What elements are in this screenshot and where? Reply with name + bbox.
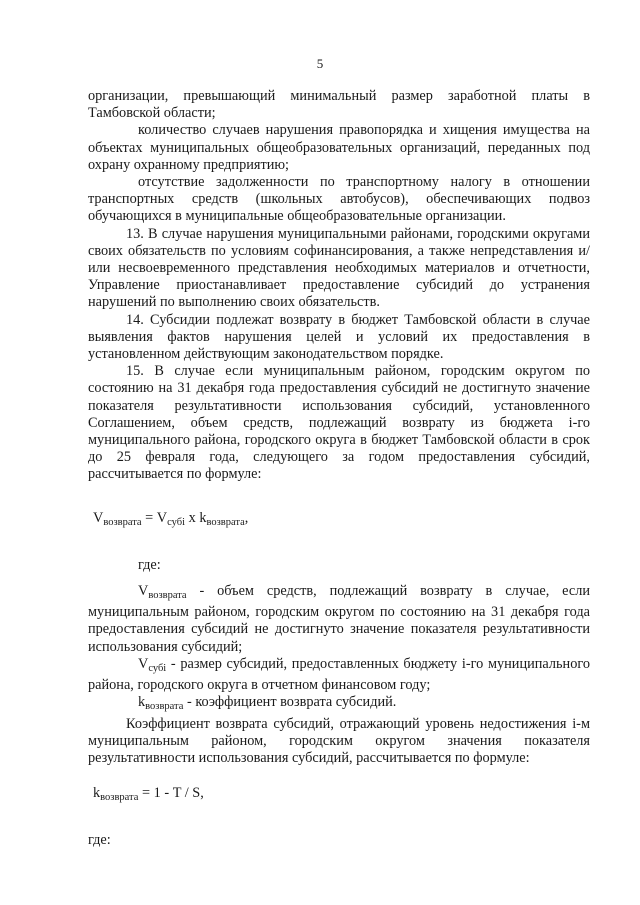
document-body: [88, 88, 590, 850]
definition-v: [88, 583, 590, 656]
def-k-text: - коэффициент возврата субсидий.: [183, 694, 397, 711]
definition-vsub: [88, 656, 590, 694]
def-v-symbol: V: [138, 583, 149, 600]
def-v-text: - объем средств, подлежащий возврату в случае, если муниципальным районом, городским округом по состоянию на 31 декабря года предоставления субсидий не достигнуто значение показателя результативности использования субсидий;: [88, 583, 590, 655]
def-vsub-subscript: субi: [148, 662, 167, 674]
paragraph-1: организации, превышающий минимальный размер заработной платы в Тамбовской области;: [88, 88, 590, 122]
definition-k: [88, 694, 590, 715]
def-v-subscript: возврата: [148, 590, 187, 602]
formula-v-subscript: возврата: [103, 516, 142, 528]
coefficient-paragraph: Коэффициент возврата субсидий, отражающий уровень недостижения i-м муниципальным районом, городским округом значения показателя результативности использования субсидий, рассчитывается по формуле:: [88, 715, 590, 766]
paragraph-13: 13. В случае нарушения муниципальными районами, городскими округами своих обязательств по условиям софинансирования, а также непредставления и/или несвоевременного представления необходимых материалов и отчетности, Управление приостанавливает предоставление субсидий до устранения нарушений по выполнению своих обязательств.: [88, 225, 590, 311]
page-number: 5: [316, 56, 324, 71]
formula-coefficient: [88, 785, 590, 806]
formula-return-volume: [88, 510, 590, 531]
def-vsub-text: - размер субсидий, предоставленных бюджету i-го муниципального района, городского округа в отчетном финансовом году;: [88, 655, 590, 694]
paragraph-2: количество случаев нарушения правопорядка и хищения имущества на объектах муниципальных общеобразовательных организаций, переданных под охрану охранному предприятию;: [88, 122, 590, 173]
paragraph-15: 15. В случае если муниципальным районом, городским округом по состоянию на 31 декабря года предоставления субсидий не достигнуто значение показателя результативности использования субсидий, установленного Соглашением, объем средств, подлежащий возврату из бюджета i-го муниципального района, городского округа в бюджет Тамбовской области в срок до 25 февраля года, следующего за годом предоставления субсидий, рассчитывается по формуле:: [88, 363, 590, 483]
formula2-k-subscript: возврата: [100, 792, 139, 804]
formula-v: V: [93, 509, 104, 526]
formula-end: ,: [244, 509, 249, 526]
formula2-k: k: [93, 785, 101, 802]
formula-eq: = V: [141, 509, 168, 526]
formula-k-subscript: возврата: [206, 516, 245, 528]
paragraph-3: отсутствие задолженности по транспортному налогу в отношении транспортных средств (школьных автобусов), обеспечивающих подвоз обучающихся в муниципальные общеобразовательные организации.: [88, 174, 590, 225]
paragraph-14: 14. Субсидии подлежат возврату в бюджет Тамбовской области в случае выявления фактов нарушения целей и условий их предоставления в установленном действующим законодательством порядке.: [88, 311, 590, 363]
where-label-1: где:: [138, 556, 161, 573]
def-k-subscript: возврата: [145, 701, 184, 713]
where-label-2: где:: [88, 832, 111, 849]
def-vsub-symbol: V: [138, 655, 149, 672]
formula2-rest: = 1 - T / S,: [138, 785, 204, 802]
formula-vsub-subscript: субi: [167, 516, 186, 528]
def-k-symbol: k: [138, 694, 146, 711]
formula-x: x k: [185, 509, 207, 526]
